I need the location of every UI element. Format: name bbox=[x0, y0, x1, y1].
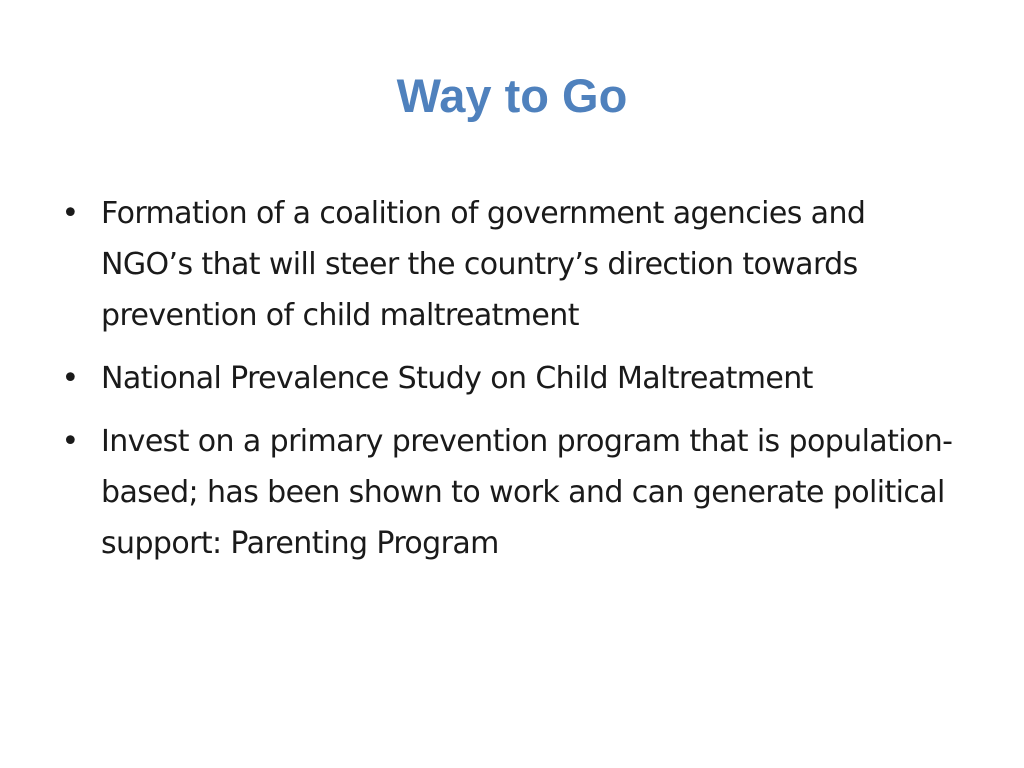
bullet-item bbox=[60, 188, 960, 341]
bullet-list bbox=[60, 188, 960, 581]
slide-title: Way to Go bbox=[396, 69, 628, 122]
bullet-item bbox=[60, 353, 960, 404]
bullet-text: National Prevalence Study on Child Maltreatment bbox=[101, 361, 813, 396]
bullet-item bbox=[60, 416, 960, 569]
bullet-dot-icon: • bbox=[61, 196, 79, 231]
bullet-dot-icon: • bbox=[61, 424, 79, 459]
bullet-text: Formation of a coalition of government agencies and NGO’s that will steer the country’s direction towards prevention of child maltreatment bbox=[101, 196, 866, 333]
bullet-dot-icon: • bbox=[61, 361, 79, 396]
bullet-text: Invest on a primary prevention program that is population-based; has been shown to work and can generate political support: Parenting Program bbox=[101, 424, 953, 561]
